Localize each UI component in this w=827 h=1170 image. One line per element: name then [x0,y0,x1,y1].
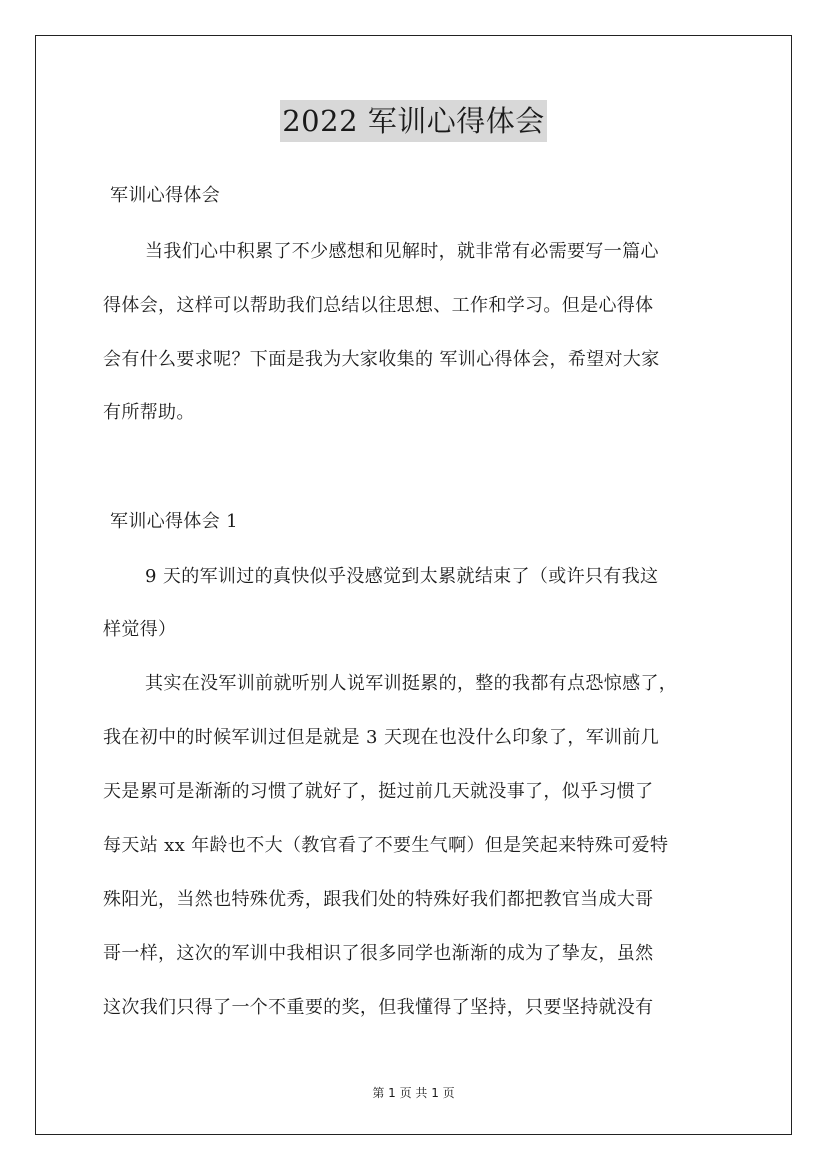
paragraph-line: 样觉得） [103,619,177,640]
paragraph-line: 当我们心中积累了不少感想和见解时，就非常有必需要写一篇心 [145,241,659,262]
paragraph-line: 殊阳光，当然也特殊优秀，跟我们处的特殊好我们都把教官当成大哥 [103,889,654,910]
paragraph-line: 9 天的军训过的真快似乎没感觉到太累就结束了（或许只有我这 [145,566,659,587]
paragraph-line: 有所帮助。 [103,402,195,423]
title-container [0,100,827,142]
paragraph-line: 每天站 xx 年龄也不大（教官看了不要生气啊）但是笑起来特殊可爱特 [103,835,669,856]
page-footer: 第 1 页 共 1 页 [372,1086,455,1100]
document-title: 2022 军训心得体会 [280,100,547,142]
paragraph-line: 天是累可是渐渐的习惯了就好了，挺过前几天就没事了，似乎习惯了 [103,781,654,802]
paragraph-line: 其实在没军训前就听别人说军训挺累的，整的我都有点恐惊感了， [145,673,678,694]
section-heading-intro: 军训心得体会 [110,185,221,206]
paragraph-line: 得体会，这样可以帮助我们总结以往思想、工作和学习。但是心得体 [103,295,654,316]
paragraph-line: 这次我们只得了一个不重要的奖，但我懂得了坚持，只要坚持就没有 [103,997,654,1018]
paragraph-line: 会有什么要求呢？下面是我为大家收集的 军训心得体会，希望对大家 [103,349,660,370]
paragraph-line: 哥一样，这次的军训中我相识了很多同学也渐渐的成为了挚友，虽然 [103,943,654,964]
paragraph-line: 我在初中的时候军训过但是就是 3 天现在也没什么印象了，军训前几 [103,727,660,748]
section-heading-1: 军训心得体会 1 [110,511,238,532]
